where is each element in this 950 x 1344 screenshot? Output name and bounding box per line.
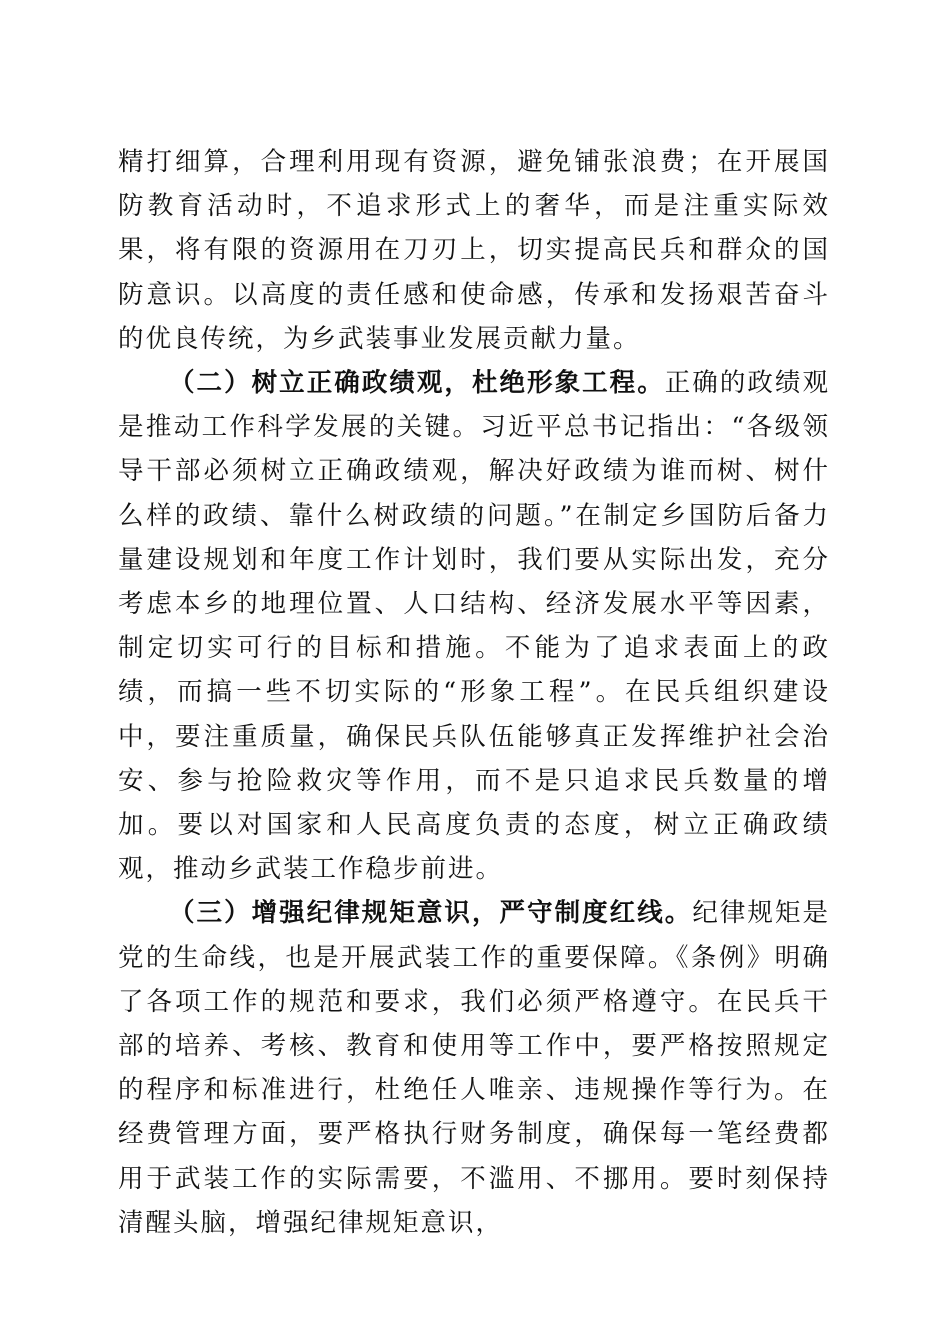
section-heading: （三）增强纪律规矩意识，严守制度红线。: [169, 898, 693, 929]
paragraph-text: 纪律规矩是党的生命线，也是开展武装工作的重要保障。《条例》明确了各项工作的规范和要求，我们必须严格遵守。在民兵干部的培养、考核、教育和使用等工作中，要严格按照规定的程序和标准进行，杜绝任人唯亲、违规操作等行为。在经费管理方面，要严格执行财务制度，确保每一笔经费都用于武装工作的实际需要，不滥用、不挪用。要时刻保持清醒头脑，增强纪律规矩意识，: [118, 898, 830, 1238]
paragraph-text: 正确的政绩观是推动工作科学发展的关键。习近平总书记指出：“各级领导干部必须树立正确政绩观，解决好政绩为谁而树、树什么样的政绩、靠什么树政绩的问题。”在制定乡国防后备力量建设规划和年度工作计划时，我们要从实际出发，充分考虑本乡的地理位置、人口结构、经济发展水平等因素，制定切实可行的目标和措施。不能为了追求表面上的政绩，而搞一些不切实际的“形象工程”。在民兵组织建设中，要注重质量，确保民兵队伍能够真正发挥维护社会治安、参与抢险救灾等作用，而不是只追求民兵数量的增加。要以对国家和人民高度负责的态度，树立正确政绩观，推动乡武装工作稳步前进。: [118, 368, 830, 885]
paragraph-section-2: [118, 361, 830, 891]
paragraph-text: 精打细算，合理利用现有资源，避免铺张浪费；在开展国防教育活动时，不追求形式上的奢华，而是注重实际效果，将有限的资源用在刀刃上，切实提高民兵和群众的国防意识。以高度的责任感和使命感，传承和发扬艰苦奋斗的优良传统，为乡武装事业发展贡献力量。: [118, 147, 830, 354]
section-heading: （二）树立正确政绩观，杜绝形象工程。: [169, 368, 665, 399]
document-body: [118, 140, 830, 1245]
paragraph-section-3: [118, 891, 830, 1245]
paragraph-continuation: [118, 140, 830, 361]
